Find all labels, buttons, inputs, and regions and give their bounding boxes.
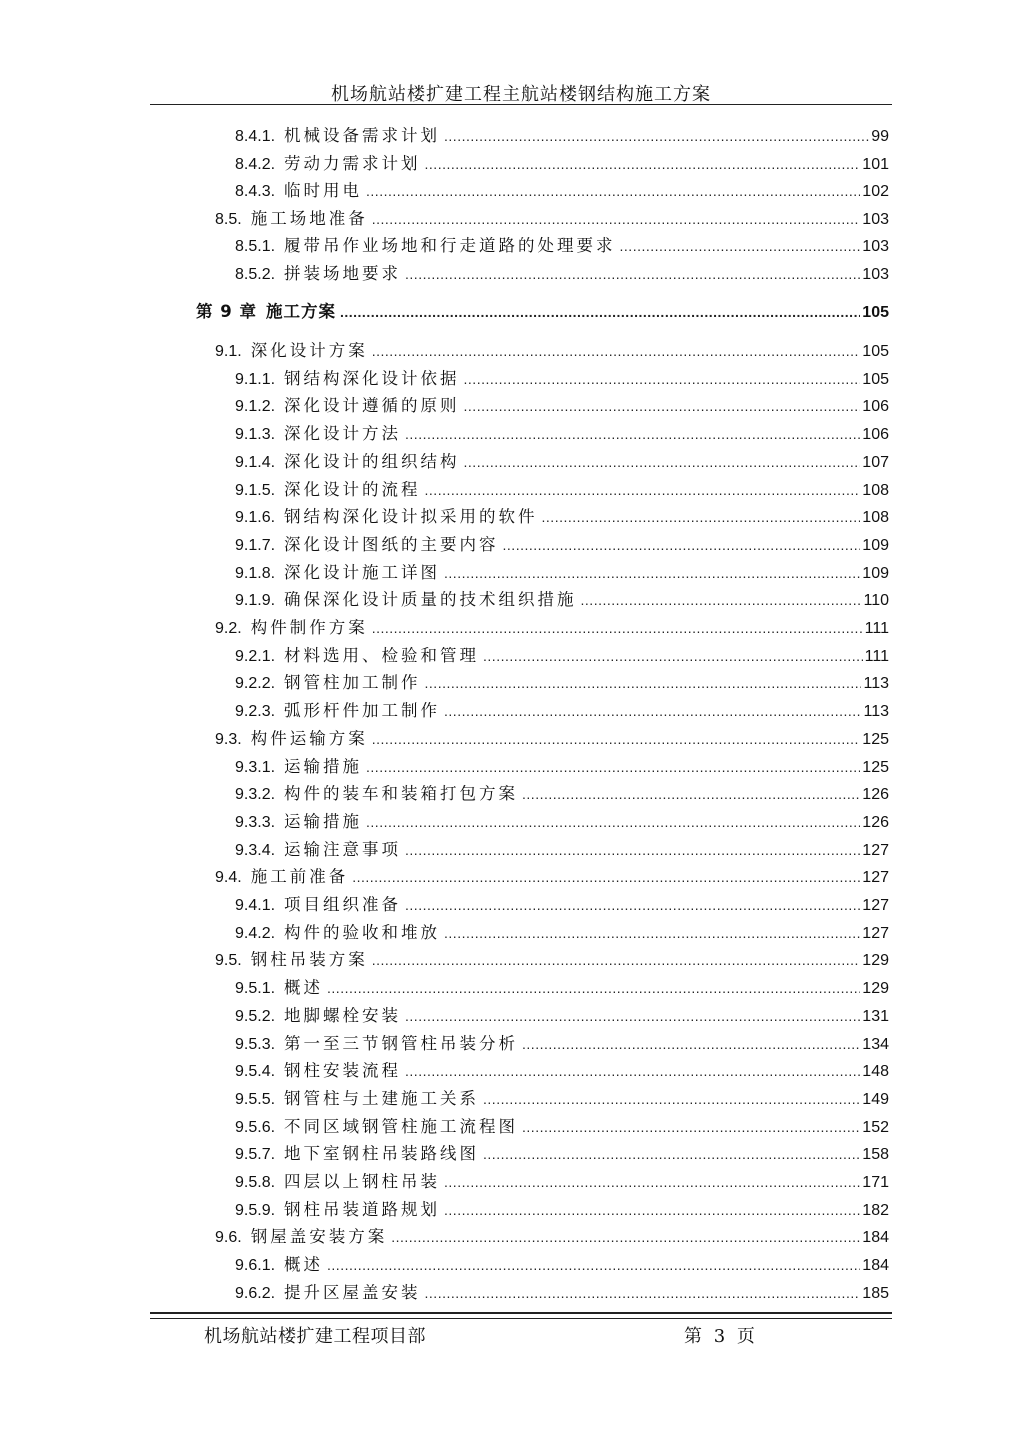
- toc-chapter-entry[interactable]: [196, 299, 889, 325]
- toc-entry-page: 101: [862, 155, 889, 173]
- toc-entry-title: 地下室钢柱吊装路线图: [284, 1144, 480, 1164]
- toc-dot-leader: [522, 1031, 860, 1057]
- toc-entry-number: 9.5.5.: [235, 1090, 276, 1108]
- toc-subsection-entry[interactable]: [235, 920, 889, 946]
- toc-entry-title: 项目组织准备: [284, 895, 402, 914]
- toc-section-entry[interactable]: [215, 947, 889, 973]
- toc-dot-leader: [581, 587, 862, 613]
- toc-dot-leader: [340, 299, 860, 325]
- toc-dot-leader: [464, 449, 861, 475]
- toc-dot-leader: [444, 1169, 860, 1195]
- toc-entry-page: 149: [862, 1090, 889, 1108]
- toc-entry-number: 9.5.4.: [235, 1063, 276, 1081]
- toc-dot-leader: [352, 864, 860, 890]
- toc-entry-title: 运输注意事项: [284, 839, 402, 859]
- toc-entry-number: 第 9 章: [196, 302, 257, 321]
- toc-entry-title: 履带吊作业场地和行走道路的处理要求: [284, 236, 616, 256]
- toc-entry-page: 134: [862, 1035, 889, 1053]
- toc-subsection-entry[interactable]: [235, 532, 889, 558]
- toc-entry-number: 9.2.1.: [235, 647, 276, 665]
- toc-subsection-entry[interactable]: [235, 560, 889, 586]
- toc-entry-number: 8.4.1.: [235, 128, 276, 145]
- toc-subsection-entry[interactable]: [235, 1169, 889, 1195]
- toc-entry-number: 9.5.2.: [235, 1007, 276, 1025]
- toc-entry-title: 构件制作方案: [250, 618, 368, 637]
- toc-entry-title: 钢屋盖安装方案: [250, 1227, 388, 1247]
- toc-section-entry[interactable]: [215, 1224, 889, 1250]
- toc-entry-title: 钢结构深化设计拟采用的软件: [284, 507, 538, 527]
- toc-entry-title: 深化设计方案: [250, 341, 368, 360]
- toc-entry-page: 125: [862, 758, 889, 776]
- toc-section-entry[interactable]: [215, 864, 889, 890]
- toc-subsection-entry[interactable]: [235, 809, 889, 835]
- toc-dot-leader: [405, 892, 860, 918]
- toc-entry-number: 9.3.: [215, 730, 242, 748]
- toc-entry-page: 110: [863, 592, 889, 610]
- toc-subsection-entry[interactable]: [235, 421, 889, 447]
- toc-dot-leader: [444, 698, 861, 724]
- toc-entry-page: 127: [862, 897, 889, 914]
- page-header-title: 机场航站楼扩建工程主航站楼钢结构施工方案: [331, 84, 711, 105]
- toc-dot-leader: [372, 726, 861, 752]
- toc-entry-number: 9.6.2.: [235, 1284, 276, 1302]
- toc-subsection-entry[interactable]: [235, 1141, 889, 1167]
- toc-subsection-entry[interactable]: [235, 393, 889, 419]
- toc-dot-leader: [405, 421, 860, 447]
- toc-entry-number: 9.1.1.: [235, 370, 276, 388]
- toc-section-entry[interactable]: [215, 338, 889, 364]
- toc-entry-number: 9.2.: [215, 620, 242, 637]
- toc-dot-leader: [444, 560, 860, 586]
- toc-entry-title: 施工前准备: [250, 867, 349, 887]
- toc-dot-leader: [366, 809, 860, 835]
- toc-dot-leader: [327, 975, 860, 1001]
- toc-entry-title: 劳动力需求计划: [284, 153, 421, 173]
- toc-subsection-entry[interactable]: [235, 1031, 889, 1057]
- toc-subsection-entry[interactable]: [235, 504, 889, 530]
- toc-dot-leader: [522, 781, 860, 807]
- toc-entry-title: 深化设计的组织结构: [284, 451, 460, 471]
- toc-subsection-entry[interactable]: [235, 366, 889, 392]
- toc-entry-number: 9.1.8.: [235, 564, 276, 582]
- toc-subsection-entry[interactable]: [235, 781, 889, 807]
- toc-entry-number: 8.4.3.: [235, 183, 276, 201]
- toc-subsection-entry[interactable]: [235, 698, 889, 724]
- toc-entry-page: 127: [862, 841, 889, 859]
- toc-entry-number: 9.5.7.: [235, 1146, 276, 1164]
- toc-entry-title: 构件运输方案: [250, 728, 368, 748]
- toc-entry-title: 弧形杆件加工制作: [284, 701, 441, 721]
- toc-entry-page: 109: [862, 536, 889, 554]
- toc-entry-page: 113: [863, 703, 889, 721]
- toc-section-entry[interactable]: [215, 615, 889, 641]
- toc-dot-leader: [620, 233, 861, 259]
- toc-dot-leader: [444, 123, 869, 149]
- toc-dot-leader: [522, 1114, 860, 1140]
- toc-entry-title: 机械设备需求计划: [284, 126, 441, 145]
- toc-subsection-entry[interactable]: [235, 1058, 889, 1084]
- toc-subsection-entry[interactable]: [235, 1086, 889, 1112]
- toc-subsection-entry[interactable]: [235, 151, 889, 177]
- toc-entry-title: 拼装场地要求: [284, 264, 402, 283]
- toc-entry-page: 148: [862, 1063, 889, 1081]
- toc-entry-title: 临时用电: [284, 181, 363, 201]
- toc-entry-page: 184: [862, 1229, 889, 1247]
- toc-entry-title: 概述: [284, 978, 324, 998]
- footer-page-number: 第 3 页: [684, 1326, 755, 1347]
- toc-entry-number: 9.5.9.: [235, 1201, 276, 1219]
- toc-entry-page: 103: [862, 266, 889, 283]
- toc-dot-leader: [327, 1252, 860, 1278]
- footer-organization: 机场航站楼扩建工程项目部: [204, 1326, 426, 1347]
- toc-entry-title: 钢柱吊装方案: [250, 950, 368, 970]
- toc-section-entry[interactable]: [215, 726, 889, 752]
- footer-divider-thin: [150, 1318, 892, 1319]
- toc-entry-number: 9.6.1.: [235, 1257, 276, 1275]
- toc-entry-number: 9.1.2.: [235, 398, 276, 416]
- toc-subsection-entry[interactable]: [235, 643, 889, 669]
- toc-entry-title: 深化设计图纸的主要内容: [284, 534, 499, 554]
- toc-entry-number: 9.5.8.: [235, 1174, 276, 1191]
- toc-entry-number: 9.3.1.: [235, 758, 276, 776]
- toc-dot-leader: [464, 366, 861, 392]
- toc-entry-title: 运输措施: [284, 811, 363, 831]
- toc-entry-title: 不同区域钢管柱施工流程图: [284, 1116, 519, 1136]
- toc-dot-leader: [372, 947, 861, 973]
- toc-dot-leader: [464, 393, 861, 419]
- toc-entry-number: 9.4.: [215, 869, 242, 887]
- toc-entry-page: 111: [864, 620, 889, 637]
- toc-entry-page: 107: [862, 453, 889, 471]
- toc-entry-title: 深化设计施工详图: [284, 562, 441, 582]
- toc-subsection-entry[interactable]: [235, 1003, 889, 1029]
- toc-entry-number: 8.5.: [215, 210, 242, 228]
- toc-dot-leader: [405, 1058, 860, 1084]
- toc-entry-title: 钢柱吊装道路规划: [284, 1199, 441, 1219]
- toc-entry-page: 171: [862, 1174, 889, 1191]
- toc-entry-title: 钢结构深化设计依据: [284, 368, 460, 388]
- toc-entry-page: 127: [862, 924, 889, 942]
- toc-entry-page: 103: [862, 238, 889, 256]
- toc-entry-page: 126: [862, 786, 889, 804]
- toc-subsection-entry[interactable]: [235, 178, 889, 204]
- toc-entry-page: 182: [862, 1201, 889, 1219]
- toc-entry-number: 9.6.: [215, 1229, 242, 1247]
- toc-entry-number: 9.1.9.: [235, 592, 276, 610]
- toc-dot-leader: [405, 837, 860, 863]
- toc-entry-page: 105: [862, 343, 889, 360]
- toc-entry-title: 钢管柱与土建施工关系: [284, 1088, 480, 1108]
- toc-entry-page: 103: [862, 210, 889, 228]
- toc-entry-number: 9.5.3.: [235, 1035, 276, 1053]
- toc-entry-title: 钢柱安装流程: [284, 1061, 402, 1081]
- toc-entry-page: 113: [863, 675, 889, 693]
- toc-entry-number: 9.4.1.: [235, 897, 276, 914]
- toc-subsection-entry[interactable]: [235, 670, 889, 696]
- toc-entry-page: 109: [862, 564, 889, 582]
- toc-subsection-entry[interactable]: [235, 892, 889, 918]
- toc-entry-title: 深化设计方法: [284, 424, 402, 444]
- toc-entry-page: 125: [862, 730, 889, 748]
- toc-entry-number: 9.3.4.: [235, 841, 276, 859]
- toc-entry-number: 9.1.6.: [235, 509, 276, 527]
- toc-entry-number: 9.3.3.: [235, 813, 276, 831]
- toc-entry-title: 地脚螺栓安装: [284, 1005, 402, 1025]
- toc-subsection-entry[interactable]: [235, 975, 889, 1001]
- toc-dot-leader: [483, 643, 863, 669]
- toc-entry-page: 185: [862, 1284, 889, 1302]
- toc-entry-title: 施工场地准备: [250, 208, 368, 228]
- toc-entry-number: 9.1.5.: [235, 481, 276, 499]
- toc-entry-page: 129: [862, 980, 889, 998]
- toc-subsection-entry[interactable]: [235, 261, 889, 287]
- toc-subsection-entry[interactable]: [235, 1197, 889, 1223]
- toc-dot-leader: [542, 504, 861, 530]
- toc-entry-page: 126: [862, 813, 889, 831]
- toc-dot-leader: [483, 1141, 860, 1167]
- toc-entry-title: 运输措施: [284, 756, 363, 776]
- toc-dot-leader: [391, 1224, 860, 1250]
- toc-subsection-entry[interactable]: [235, 1252, 889, 1278]
- toc-subsection-entry[interactable]: [235, 123, 889, 149]
- toc-entry-page: 106: [862, 398, 889, 416]
- toc-entry-number: 9.1.4.: [235, 453, 276, 471]
- toc-entry-page: 131: [862, 1007, 889, 1025]
- toc-entry-number: 8.5.2.: [235, 266, 276, 283]
- toc-subsection-entry[interactable]: [235, 587, 889, 613]
- toc-entry-title: 第一至三节钢管柱吊装分析: [284, 1033, 519, 1053]
- toc-dot-leader: [425, 1280, 861, 1306]
- toc-entry-title: 深化设计遵循的原则: [284, 396, 460, 416]
- toc-dot-leader: [425, 151, 861, 177]
- toc-entry-title: 钢管柱加工制作: [284, 673, 421, 693]
- toc-subsection-entry[interactable]: [235, 233, 889, 259]
- toc-entry-number: 9.1.3.: [235, 426, 276, 444]
- toc-dot-leader: [425, 670, 862, 696]
- toc-dot-leader: [444, 920, 860, 946]
- toc-entry-number: 9.2.2.: [235, 675, 276, 693]
- toc-entry-page: 111: [864, 647, 889, 665]
- toc-entry-page: 158: [862, 1146, 889, 1164]
- toc-subsection-entry[interactable]: [235, 449, 889, 475]
- toc-entry-number: 9.1.: [215, 343, 242, 360]
- footer-divider-thick: [150, 1312, 892, 1314]
- toc-entry-number: 9.1.7.: [235, 536, 276, 554]
- toc-entry-title: 确保深化设计质量的技术组织措施: [284, 590, 577, 610]
- toc-entry-page: 129: [862, 952, 889, 970]
- toc-entry-title: 四层以上钢柱吊装: [284, 1172, 441, 1191]
- toc-entry-title: 构件的验收和堆放: [284, 922, 441, 942]
- toc-dot-leader: [483, 1086, 860, 1112]
- toc-entry-title: 材料选用、检验和管理: [284, 645, 480, 665]
- toc-entry-title: 构件的装车和装箱打包方案: [284, 784, 519, 804]
- toc-subsection-entry[interactable]: [235, 837, 889, 863]
- toc-entry-number: 9.5.1.: [235, 980, 276, 998]
- toc-subsection-entry[interactable]: [235, 477, 889, 503]
- toc-dot-leader: [366, 178, 860, 204]
- toc-entry-title: 深化设计的流程: [284, 479, 421, 499]
- toc-dot-leader: [444, 1197, 860, 1223]
- toc-dot-leader: [372, 206, 861, 232]
- toc-dot-leader: [405, 261, 860, 287]
- toc-dot-leader: [503, 532, 861, 558]
- toc-entry-page: 105: [862, 304, 889, 321]
- toc-dot-leader: [405, 1003, 860, 1029]
- toc-entry-page: 184: [862, 1257, 889, 1275]
- toc-entry-page: 106: [862, 426, 889, 444]
- toc-entry-page: 102: [862, 183, 889, 201]
- toc-entry-number: 9.4.2.: [235, 924, 276, 942]
- toc-dot-leader: [372, 338, 861, 364]
- toc-entry-page: 108: [862, 509, 889, 527]
- toc-entry-page: 108: [862, 481, 889, 499]
- toc-entry-number: 9.5.: [215, 952, 242, 970]
- toc-subsection-entry[interactable]: [235, 1280, 889, 1306]
- toc-entry-title: 概述: [284, 1255, 324, 1275]
- toc-entry-page: 152: [862, 1118, 889, 1136]
- toc-entry-page: 127: [862, 869, 889, 887]
- toc-entry-number: 9.5.6.: [235, 1118, 276, 1136]
- toc-entry-page: 99: [871, 128, 889, 145]
- toc-dot-leader: [366, 754, 860, 780]
- toc-section-entry[interactable]: [215, 206, 889, 232]
- toc-entry-title: 提升区屋盖安装: [284, 1282, 421, 1302]
- toc-subsection-entry[interactable]: [235, 1114, 889, 1140]
- toc-entry-number: 8.5.1.: [235, 238, 276, 256]
- toc-entry-number: 8.4.2.: [235, 155, 276, 173]
- toc-entry-title: 施工方案: [265, 302, 336, 321]
- toc-dot-leader: [372, 615, 863, 641]
- toc-dot-leader: [425, 477, 861, 503]
- toc-subsection-entry[interactable]: [235, 754, 889, 780]
- toc-entry-number: 9.3.2.: [235, 786, 276, 804]
- toc-entry-number: 9.2.3.: [235, 703, 276, 721]
- toc-entry-page: 105: [862, 370, 889, 388]
